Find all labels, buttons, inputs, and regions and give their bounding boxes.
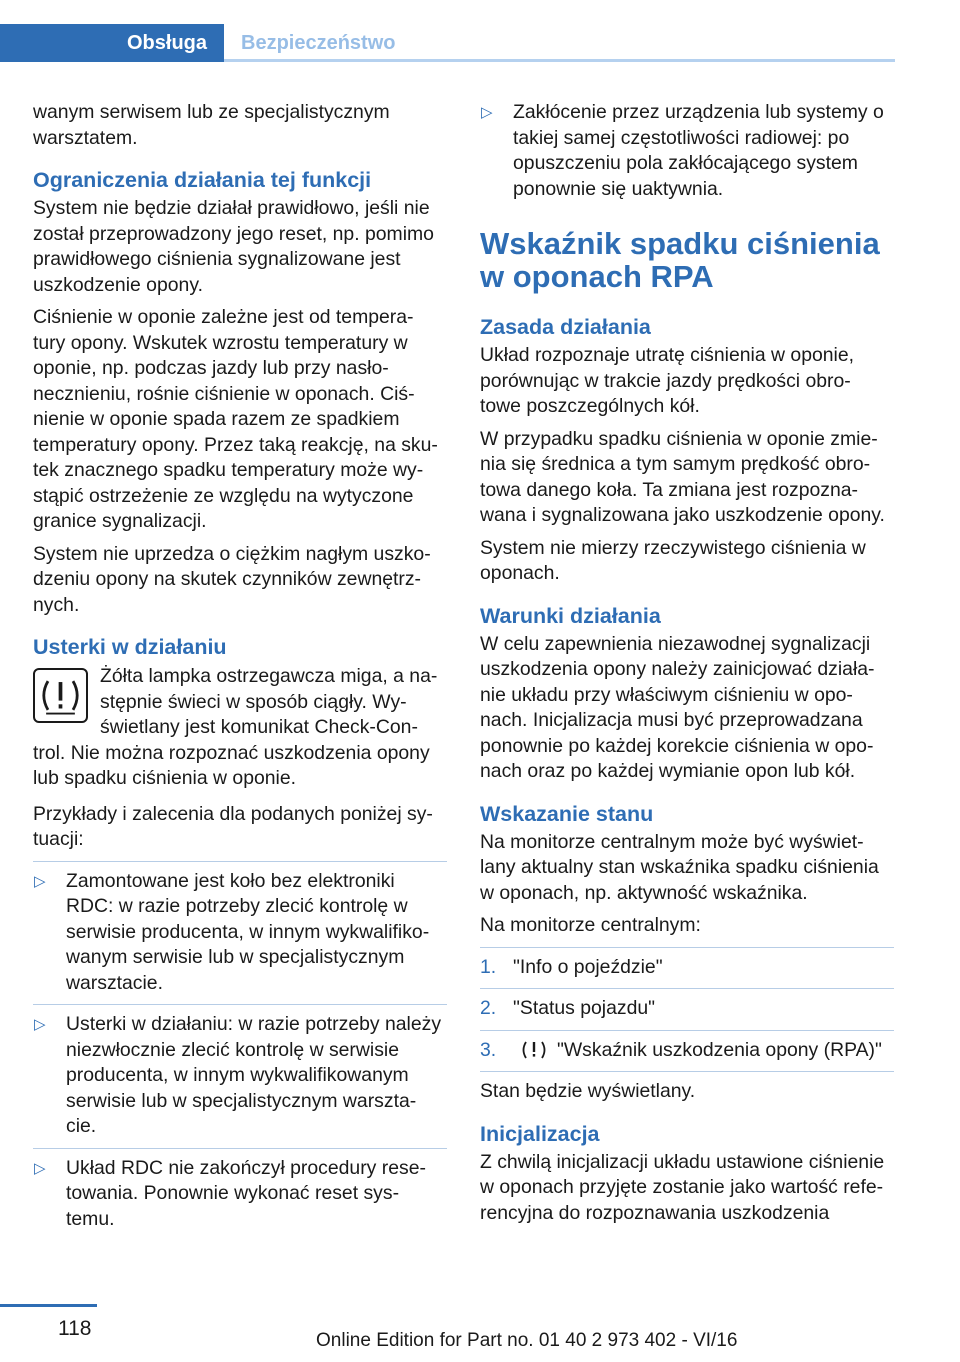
header-divider bbox=[224, 59, 895, 62]
list-separator bbox=[480, 1071, 894, 1072]
principle-paragraph-1: Układ rozpoznaje utratę ciśnienia w oponie, porównując w trakcie jazdy prędkości obro- towe poszczególnych kół. bbox=[480, 344, 855, 417]
bullet-triangle-icon: ▷ bbox=[34, 1016, 46, 1033]
tab-obsluga[interactable]: Obsługa bbox=[0, 24, 224, 62]
limits-heading: Ograniczenia działania tej funkcji bbox=[33, 168, 372, 192]
principle-heading: Zasada działania bbox=[480, 315, 651, 339]
faults-warning-text: Żółta lampka ostrzegawcza miga, a na- stępnie świeci w sposób ciągły. Wy- świetlany jest komunikat Check-Con- trol. Nie można rozpoznać uszkodzenia opony lub spadku ciśnienia w oponie. bbox=[33, 665, 438, 789]
list-separator bbox=[33, 1148, 447, 1149]
conditions-heading: Warunki działania bbox=[480, 603, 661, 628]
list-item: ▷ Zamontowane jest koło bez elektroniki RDC: w razie potrzeby zlecić kontrolę w serwisie producenta, w innym wykwalifiko- wanym serwisie lub w specjalistycznym warsztacie. bbox=[34, 869, 430, 994]
principle-paragraph-2: W przypadku spadku ciśnienia w oponie zmie- nia się średnica a tym samym prędkość obro- towa danego koła. Ta zmiana jest rozpozna- wana i sygnalizowana jako uszkodzenie opony. bbox=[480, 427, 885, 526]
list-item: ▷ Usterki w działaniu: w razie potrzeby należy niezwłocznie zlecić kontrolę w serwisie producenta, w innym wykwalifikowanym serwisie lub w specjalistycznym warszta- cie. bbox=[34, 1013, 442, 1137]
page-number: 118 bbox=[58, 1317, 92, 1340]
footer-accent-line bbox=[0, 1304, 97, 1307]
bullet-triangle-icon: ▷ bbox=[481, 104, 493, 121]
list-item: 3. "Wskaźnik uszkodzenia opony (RPA)" bbox=[480, 1038, 882, 1061]
faults-heading: Usterki w działaniu bbox=[33, 635, 227, 659]
tire-pressure-warning-icon bbox=[33, 668, 88, 723]
status-heading: Wskazanie stanu bbox=[480, 801, 654, 826]
intro-paragraph: wanym serwisem lub ze specjalistycznym warsztatem. bbox=[33, 101, 390, 149]
principle-paragraph-3: System nie mierzy rzeczywistego ciśnienia w oponach. bbox=[480, 536, 866, 584]
right-column bbox=[480, 100, 894, 1233]
list-separator bbox=[480, 1030, 894, 1031]
left-column bbox=[33, 100, 447, 1240]
footer-edition-text: Online Edition for Part no. 01 40 2 973 402 - VI/16 bbox=[316, 1330, 738, 1351]
limits-paragraph-2: Ciśnienie w oponie zależne jest od tempera- tury opony. Wskutek wzrostu temperatury w oponie, np. podczas jazdy lub przy nasło- necznieniu, rośnie ciśnienie w oponach. Ciś- nienie w oponie spada razem ze spadkiem temperatury opony. Przez taką reakcję, na sku- tek znacznego spadku temperatury może wy- stąpić ostrzeżenie ze względu na wytyczone granice sygnalizacji. bbox=[33, 306, 438, 532]
tire-pressure-small-icon bbox=[519, 1039, 549, 1061]
warning-block bbox=[33, 664, 447, 792]
init-paragraph: Z chwilą inicjalizacji układu ustawione ciśnienie w oponach przyjęte zostanie jako wartość refe- rencyjna do rozpoznawania uszkodzenia bbox=[480, 1150, 885, 1224]
list-separator bbox=[33, 1004, 447, 1005]
limits-paragraph-3: System nie uprzedza o ciężkim nagłym uszko- dzeniu opony na skutek czynników zewnętrz- nych. bbox=[33, 542, 431, 616]
limits-paragraph-1: System nie będzie działał prawidłowo, jeśli nie został przeprowadzony jego reset, np. pomimo prawidłowego ciśnienia sygnalizowane jest uszkodzenie opony. bbox=[33, 197, 434, 296]
rpa-main-heading: Wskaźnik spadku ciśnienia w oponach RPA bbox=[480, 226, 880, 294]
list-separator bbox=[33, 861, 447, 862]
conditions-paragraph: W celu zapewnienia niezawodnej sygnalizacji uszkodzenia opony należy zainicjować działa- nie układu przy właściwym ciśnieniu w opo- nach. Inicjalizacja musi być przeprowadzana ponownie po każdej korekcie ciśnienia w opo- nach oraz po każdej wymianie opon lub kół. bbox=[480, 632, 875, 782]
list-separator bbox=[480, 988, 894, 989]
list-item: ▷ Zakłócenie przez urządzenia lub systemy o takiej samej częstotliwości radiowej: po opuszczeniu pola zakłócającego system ponownie się uaktywnia. bbox=[481, 101, 884, 200]
init-heading: Inicjalizacja bbox=[480, 1121, 600, 1146]
faults-examples: Przykłady i zalecenia dla podanych poniżej sy- tuacji: bbox=[33, 802, 433, 850]
list-item: 1. "Info o pojeździe" bbox=[480, 955, 663, 978]
tab-bezpieczenstwo[interactable]: Bezpieczeństwo bbox=[241, 31, 396, 54]
list-item: 2. "Status pojazdu" bbox=[480, 997, 656, 1019]
list-item: ▷ Układ RDC nie zakończył procedury rese- towania. Ponownie wykonać reset sys- temu. bbox=[34, 1156, 426, 1230]
status-paragraph-2: Na monitorze centralnym: bbox=[480, 914, 701, 936]
list-separator bbox=[480, 947, 894, 948]
status-paragraph-3: Stan będzie wyświetlany. bbox=[480, 1080, 696, 1102]
bullet-triangle-icon: ▷ bbox=[34, 1159, 46, 1177]
page-header bbox=[0, 24, 895, 62]
bullet-triangle-icon: ▷ bbox=[34, 872, 46, 890]
status-paragraph-1: Na monitorze centralnym może być wyświet- lany aktualny stan wskaźnika spadku ciśnienia w oponach, np. aktywność wskaźnika. bbox=[480, 830, 879, 904]
